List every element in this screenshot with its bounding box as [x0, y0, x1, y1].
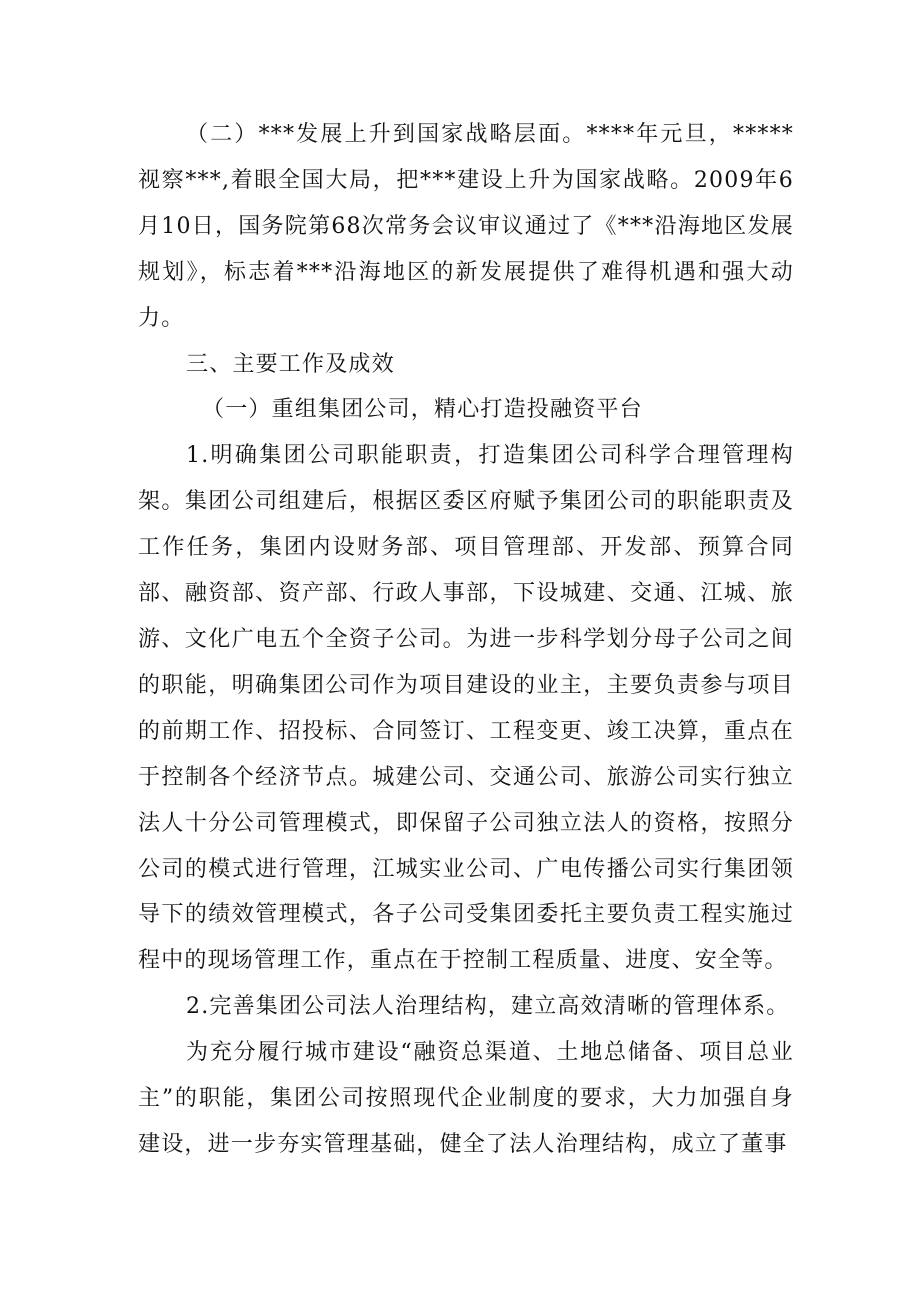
- paragraph-strategy: （二）***发展上升到国家战略层面。****年元旦，*****视察***,着眼全国大局，把***建设上升为国家战略。2009年6月10日，国务院第68次常务会议审议通过了《***沿海地区发展规划》，标志着***沿海地区的新发展提供了难得机遇和强大动力。: [138, 122, 794, 331]
- document-page: [138, 112, 794, 1168]
- subsection-heading-reorganize: （一）重组集团公司，精心打造投融资平台: [202, 397, 643, 423]
- paragraph-governance-title: 2.完善集团公司法人治理结构，建立高效清晰的管理体系。: [186, 994, 790, 1020]
- section-heading-main-work: 三、主要工作及成效: [186, 351, 395, 377]
- paragraph-governance-body: 为充分履行城市建设“融资总渠道、土地总储备、项目总业主”的职能，集团公司按照现代企业制度的要求，大力加强自身建设，进一步夯实管理基础，健全了法人治理结构，成立了董事: [138, 1040, 794, 1157]
- paragraph-functions: 1.明确集团公司职能职责，打造集团公司科学合理管理构架。集团公司组建后，根据区委区府赋予集团公司的职能职责及工作任务，集团内设财务部、项目管理部、开发部、预算合同部、融资部、资产部、行政人事部，下设城建、交通、江城、旅游、文化广电五个全资子公司。为进一步科学划分母子公司之间的职能，明确集团公司作为项目建设的业主，主要负责参与项目的前期工作、招投标、合同签订、工程变更、竣工决算，重点在于控制各个经济节点。城建公司、交通公司、旅游公司实行独立法人十分公司管理模式，即保留子公司独立法人的资格，按照分公司的模式进行管理，江城实业公司、广电传播公司实行集团领导下的绩效管理模式，各子公司受集团委托主要负责工程实施过程中的现场管理工作，重点在于控制工程质量、进度、安全等。: [138, 443, 794, 974]
